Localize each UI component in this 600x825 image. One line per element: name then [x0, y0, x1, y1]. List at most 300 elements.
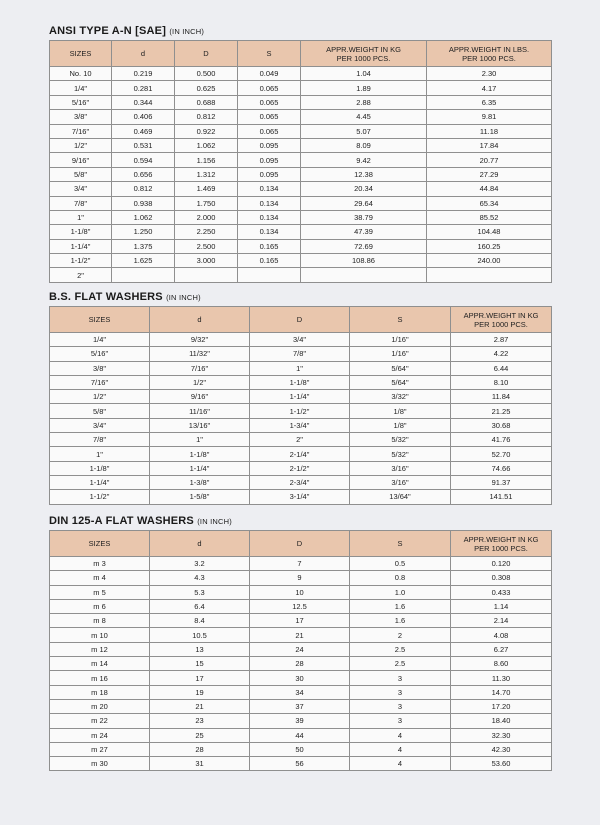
value-cell: 1-5/8"	[150, 490, 250, 504]
value-cell: 2-1/2"	[250, 461, 350, 475]
value-cell: 5/32"	[350, 433, 451, 447]
bs-table	[49, 306, 552, 505]
unit-text: (IN INCH)	[169, 27, 205, 36]
value-cell: 7	[250, 557, 350, 571]
column-header: APPR.WEIGHT IN LBS. PER 1000 PCS.	[427, 41, 552, 67]
value-cell: 24	[250, 642, 350, 656]
table-row	[50, 347, 552, 361]
value-cell: 3	[350, 685, 451, 699]
size-cell: 3/4"	[50, 182, 112, 196]
table-row	[50, 599, 552, 613]
table-row	[50, 167, 552, 181]
value-cell: 3/4"	[250, 333, 350, 347]
size-cell: m 6	[50, 599, 150, 613]
value-cell: 2.250	[175, 225, 238, 239]
column-header: SIZES	[50, 307, 150, 333]
size-cell: 1"	[50, 447, 150, 461]
value-cell: 21	[150, 699, 250, 713]
value-cell: 23	[150, 714, 250, 728]
value-cell: 21.25	[451, 404, 552, 418]
table-row	[50, 404, 552, 418]
value-cell: 38.79	[301, 210, 427, 224]
table-row	[50, 657, 552, 671]
value-cell: 0.065	[238, 81, 301, 95]
value-cell: 6.27	[451, 642, 552, 656]
value-cell: 0.688	[175, 95, 238, 109]
value-cell: 1/16"	[350, 333, 451, 347]
value-cell: 1.750	[175, 196, 238, 210]
value-cell: 0.433	[451, 585, 552, 599]
value-cell: 2.5	[350, 642, 451, 656]
value-cell: 1-1/4"	[250, 390, 350, 404]
column-header: D	[250, 307, 350, 333]
value-cell: 2	[350, 628, 451, 642]
table-row	[50, 124, 552, 138]
value-cell: 34	[250, 685, 350, 699]
value-cell: 17.20	[451, 699, 552, 713]
value-cell: 9/32"	[150, 333, 250, 347]
value-cell: 0.344	[112, 95, 175, 109]
value-cell: 0.8	[350, 571, 451, 585]
table-row	[50, 254, 552, 268]
table-row	[50, 475, 552, 489]
size-cell: 1/4"	[50, 81, 112, 95]
value-cell: 4.45	[301, 110, 427, 124]
title-text: ANSI TYPE A-N [SAE]	[49, 25, 167, 37]
value-cell: 4	[350, 728, 451, 742]
value-cell: 4.3	[150, 571, 250, 585]
title-text: DIN 125-A FLAT WASHERS	[49, 515, 194, 527]
value-cell: 9	[250, 571, 350, 585]
value-cell: 0.095	[238, 167, 301, 181]
column-header: S	[238, 41, 301, 67]
value-cell: 0.281	[112, 81, 175, 95]
value-cell: 4	[350, 757, 451, 771]
value-cell: 0.922	[175, 124, 238, 138]
value-cell: 2.30	[427, 67, 552, 81]
size-cell: m 18	[50, 685, 150, 699]
value-cell: 4	[350, 742, 451, 756]
value-cell: 0.165	[238, 239, 301, 253]
table-row	[50, 642, 552, 656]
size-cell: 3/8"	[50, 110, 112, 124]
value-cell: 85.52	[427, 210, 552, 224]
value-cell: 3	[350, 699, 451, 713]
value-cell: 53.60	[451, 757, 552, 771]
value-cell: 3/16"	[350, 461, 451, 475]
column-header: d	[150, 307, 250, 333]
value-cell: 3	[350, 714, 451, 728]
size-cell: 7/16"	[50, 124, 112, 138]
value-cell: 1.6	[350, 599, 451, 613]
value-cell: 1.375	[112, 239, 175, 253]
value-cell: 1.156	[175, 153, 238, 167]
value-cell: 0.5	[350, 557, 451, 571]
table-row	[50, 699, 552, 713]
value-cell: 27.29	[427, 167, 552, 181]
value-cell: 1.062	[175, 138, 238, 152]
value-cell: 18.40	[451, 714, 552, 728]
table-row	[50, 361, 552, 375]
table-row	[50, 742, 552, 756]
value-cell: 10	[250, 585, 350, 599]
value-cell: 9/16"	[150, 390, 250, 404]
column-header: S	[350, 531, 451, 557]
table-row	[50, 67, 552, 81]
column-header: d	[112, 41, 175, 67]
size-cell: m 10	[50, 628, 150, 642]
value-cell	[238, 268, 301, 282]
value-cell: 0.812	[112, 182, 175, 196]
value-cell: 2.14	[451, 614, 552, 628]
table-row	[50, 390, 552, 404]
value-cell: 1.062	[112, 210, 175, 224]
value-cell: 1/8"	[350, 418, 451, 432]
table-row	[50, 418, 552, 432]
size-cell: 2"	[50, 268, 112, 282]
size-cell: 1-1/2"	[50, 254, 112, 268]
din-table	[49, 530, 552, 771]
value-cell: 1.04	[301, 67, 427, 81]
size-cell: m 27	[50, 742, 150, 756]
table-row	[50, 375, 552, 389]
value-cell: 65.34	[427, 196, 552, 210]
value-cell: 3/32"	[350, 390, 451, 404]
value-cell: 17.84	[427, 138, 552, 152]
size-cell: m 5	[50, 585, 150, 599]
value-cell: 3-1/4"	[250, 490, 350, 504]
value-cell: 0.134	[238, 182, 301, 196]
header-row	[50, 41, 552, 67]
table-row	[50, 671, 552, 685]
value-cell: 8.60	[451, 657, 552, 671]
value-cell: 32.30	[451, 728, 552, 742]
value-cell: 1.14	[451, 599, 552, 613]
value-cell: 2.87	[451, 333, 552, 347]
table-row	[50, 333, 552, 347]
value-cell: 160.25	[427, 239, 552, 253]
value-cell	[175, 268, 238, 282]
value-cell: 25	[150, 728, 250, 742]
value-cell: 1-1/4"	[150, 461, 250, 475]
value-cell: 4.08	[451, 628, 552, 642]
value-cell: 15	[150, 657, 250, 671]
value-cell: 1-3/8"	[150, 475, 250, 489]
value-cell: 8.10	[451, 375, 552, 389]
value-cell: 1.312	[175, 167, 238, 181]
value-cell: 10.5	[150, 628, 250, 642]
value-cell: 0.406	[112, 110, 175, 124]
value-cell: 1/2"	[150, 375, 250, 389]
value-cell: 1-1/8"	[150, 447, 250, 461]
value-cell: 9.81	[427, 110, 552, 124]
value-cell	[301, 268, 427, 282]
value-cell: 0.065	[238, 124, 301, 138]
value-cell: 240.00	[427, 254, 552, 268]
value-cell: 8.09	[301, 138, 427, 152]
column-header: SIZES	[50, 41, 112, 67]
table-row	[50, 685, 552, 699]
table-row	[50, 196, 552, 210]
table-row	[50, 153, 552, 167]
column-header: d	[150, 531, 250, 557]
value-cell: 0.049	[238, 67, 301, 81]
value-cell: 0.308	[451, 571, 552, 585]
value-cell: 3.000	[175, 254, 238, 268]
value-cell: 1.469	[175, 182, 238, 196]
value-cell: 0.095	[238, 153, 301, 167]
value-cell: 2.000	[175, 210, 238, 224]
table-row	[50, 571, 552, 585]
value-cell: 0.594	[112, 153, 175, 167]
ansi-table	[49, 40, 552, 283]
table-row	[50, 138, 552, 152]
value-cell: 8.4	[150, 614, 250, 628]
size-cell: m 4	[50, 571, 150, 585]
value-cell: 1.0	[350, 585, 451, 599]
column-header: S	[350, 307, 451, 333]
value-cell: 1.89	[301, 81, 427, 95]
value-cell: 47.39	[301, 225, 427, 239]
value-cell: 91.37	[451, 475, 552, 489]
size-cell: 3/4"	[50, 418, 150, 432]
table-row	[50, 433, 552, 447]
size-cell: 9/16"	[50, 153, 112, 167]
size-cell: m 14	[50, 657, 150, 671]
value-cell: 2.88	[301, 95, 427, 109]
value-cell: 0.500	[175, 67, 238, 81]
size-cell: 5/16"	[50, 95, 112, 109]
header-row	[50, 307, 552, 333]
size-cell: m 22	[50, 714, 150, 728]
value-cell: 0.938	[112, 196, 175, 210]
value-cell: 11.84	[451, 390, 552, 404]
column-header: D	[250, 531, 350, 557]
value-cell: 0.219	[112, 67, 175, 81]
value-cell: 1"	[150, 433, 250, 447]
value-cell: 141.51	[451, 490, 552, 504]
value-cell: 20.34	[301, 182, 427, 196]
size-cell: 1/2"	[50, 390, 150, 404]
value-cell: 44	[250, 728, 350, 742]
value-cell: 6.44	[451, 361, 552, 375]
value-cell: 0.165	[238, 254, 301, 268]
value-cell: 11/16"	[150, 404, 250, 418]
value-cell: 56	[250, 757, 350, 771]
column-header: APPR.WEIGHT IN KG PER 1000 PCS.	[451, 531, 552, 557]
value-cell: 2"	[250, 433, 350, 447]
size-cell: 7/8"	[50, 196, 112, 210]
value-cell	[427, 268, 552, 282]
value-cell: 28	[250, 657, 350, 671]
value-cell: 30.68	[451, 418, 552, 432]
value-cell: 2-3/4"	[250, 475, 350, 489]
value-cell: 1/8"	[350, 404, 451, 418]
size-cell: m 8	[50, 614, 150, 628]
value-cell: 72.69	[301, 239, 427, 253]
value-cell: 13	[150, 642, 250, 656]
value-cell: 5.3	[150, 585, 250, 599]
value-cell: 2-1/4"	[250, 447, 350, 461]
table-row	[50, 490, 552, 504]
table-row	[50, 182, 552, 196]
value-cell: 52.70	[451, 447, 552, 461]
table-row	[50, 110, 552, 124]
size-cell: 1"	[50, 210, 112, 224]
table-row	[50, 714, 552, 728]
value-cell: 7/8"	[250, 347, 350, 361]
value-cell: 17	[250, 614, 350, 628]
unit-text: (IN INCH)	[166, 293, 201, 302]
table-row	[50, 585, 552, 599]
size-cell: 1-1/4"	[50, 239, 112, 253]
value-cell: 0.134	[238, 196, 301, 210]
size-cell: 5/8"	[50, 404, 150, 418]
size-cell: No. 10	[50, 67, 112, 81]
table-row	[50, 557, 552, 571]
din-section	[49, 514, 551, 771]
value-cell: 50	[250, 742, 350, 756]
table-row	[50, 81, 552, 95]
table-row	[50, 757, 552, 771]
value-cell: 37	[250, 699, 350, 713]
value-cell: 14.70	[451, 685, 552, 699]
table-row	[50, 225, 552, 239]
value-cell: 7/16"	[150, 361, 250, 375]
value-cell: 74.66	[451, 461, 552, 475]
value-cell: 6.35	[427, 95, 552, 109]
size-cell: m 30	[50, 757, 150, 771]
header-row	[50, 531, 552, 557]
value-cell: 6.4	[150, 599, 250, 613]
value-cell: 3	[350, 671, 451, 685]
value-cell: 5/64"	[350, 375, 451, 389]
value-cell	[112, 268, 175, 282]
value-cell: 42.30	[451, 742, 552, 756]
value-cell: 1"	[250, 361, 350, 375]
value-cell: 1.250	[112, 225, 175, 239]
section-title	[49, 290, 551, 304]
value-cell: 108.86	[301, 254, 427, 268]
value-cell: 17	[150, 671, 250, 685]
column-header: APPR.WEIGHT IN KG PER 1000 PCS.	[451, 307, 552, 333]
value-cell: 20.77	[427, 153, 552, 167]
value-cell: 1-1/8"	[250, 375, 350, 389]
value-cell: 2.5	[350, 657, 451, 671]
value-cell: 104.48	[427, 225, 552, 239]
value-cell: 5/32"	[350, 447, 451, 461]
bs-section	[49, 290, 551, 505]
size-cell: m 12	[50, 642, 150, 656]
size-cell: 7/16"	[50, 375, 150, 389]
size-cell: 7/8"	[50, 433, 150, 447]
table-row	[50, 95, 552, 109]
value-cell: 1.625	[112, 254, 175, 268]
size-cell: 1-1/4"	[50, 475, 150, 489]
value-cell: 0.812	[175, 110, 238, 124]
value-cell: 31	[150, 757, 250, 771]
size-cell: 1-1/8"	[50, 461, 150, 475]
value-cell: 0.095	[238, 138, 301, 152]
size-cell: 1/4"	[50, 333, 150, 347]
value-cell: 9.42	[301, 153, 427, 167]
section-title	[49, 514, 551, 528]
table-row	[50, 614, 552, 628]
value-cell: 11/32"	[150, 347, 250, 361]
value-cell: 4.17	[427, 81, 552, 95]
column-header: APPR.WEIGHT IN KG PER 1000 PCS.	[301, 41, 427, 67]
size-cell: 1/2"	[50, 138, 112, 152]
value-cell: 1.6	[350, 614, 451, 628]
size-cell: 5/16"	[50, 347, 150, 361]
table-row	[50, 728, 552, 742]
value-cell: 44.84	[427, 182, 552, 196]
size-cell: m 16	[50, 671, 150, 685]
size-cell: m 3	[50, 557, 150, 571]
value-cell: 29.64	[301, 196, 427, 210]
size-cell: 3/8"	[50, 361, 150, 375]
value-cell: 19	[150, 685, 250, 699]
value-cell: 12.38	[301, 167, 427, 181]
value-cell: 1-1/2"	[250, 404, 350, 418]
value-cell: 5/64"	[350, 361, 451, 375]
value-cell: 21	[250, 628, 350, 642]
table-row	[50, 447, 552, 461]
value-cell: 39	[250, 714, 350, 728]
value-cell: 0.656	[112, 167, 175, 181]
value-cell: 0.469	[112, 124, 175, 138]
value-cell: 0.065	[238, 95, 301, 109]
value-cell: 5.07	[301, 124, 427, 138]
value-cell: 13/64"	[350, 490, 451, 504]
size-cell: m 24	[50, 728, 150, 742]
value-cell: 0.625	[175, 81, 238, 95]
value-cell: 4.22	[451, 347, 552, 361]
column-header: SIZES	[50, 531, 150, 557]
value-cell: 2.500	[175, 239, 238, 253]
table-row	[50, 461, 552, 475]
value-cell: 1-3/4"	[250, 418, 350, 432]
table-row	[50, 210, 552, 224]
size-cell: m 20	[50, 699, 150, 713]
value-cell: 0.065	[238, 110, 301, 124]
value-cell: 0.134	[238, 210, 301, 224]
value-cell: 3/16"	[350, 475, 451, 489]
table-row	[50, 628, 552, 642]
value-cell: 11.18	[427, 124, 552, 138]
column-header: D	[175, 41, 238, 67]
value-cell: 1/16"	[350, 347, 451, 361]
ansi-section	[49, 24, 551, 283]
table-row	[50, 239, 552, 253]
title-text: B.S. FLAT WASHERS	[49, 291, 163, 303]
size-cell: 1-1/2"	[50, 490, 150, 504]
unit-text: (IN INCH)	[197, 517, 232, 526]
value-cell: 30	[250, 671, 350, 685]
size-cell: 1-1/8"	[50, 225, 112, 239]
table-row	[50, 268, 552, 282]
value-cell: 13/16"	[150, 418, 250, 432]
value-cell: 11.30	[451, 671, 552, 685]
value-cell: 0.531	[112, 138, 175, 152]
value-cell: 28	[150, 742, 250, 756]
value-cell: 0.120	[451, 557, 552, 571]
section-title	[49, 24, 551, 38]
size-cell: 5/8"	[50, 167, 112, 181]
value-cell: 3.2	[150, 557, 250, 571]
value-cell: 41.76	[451, 433, 552, 447]
value-cell: 12.5	[250, 599, 350, 613]
